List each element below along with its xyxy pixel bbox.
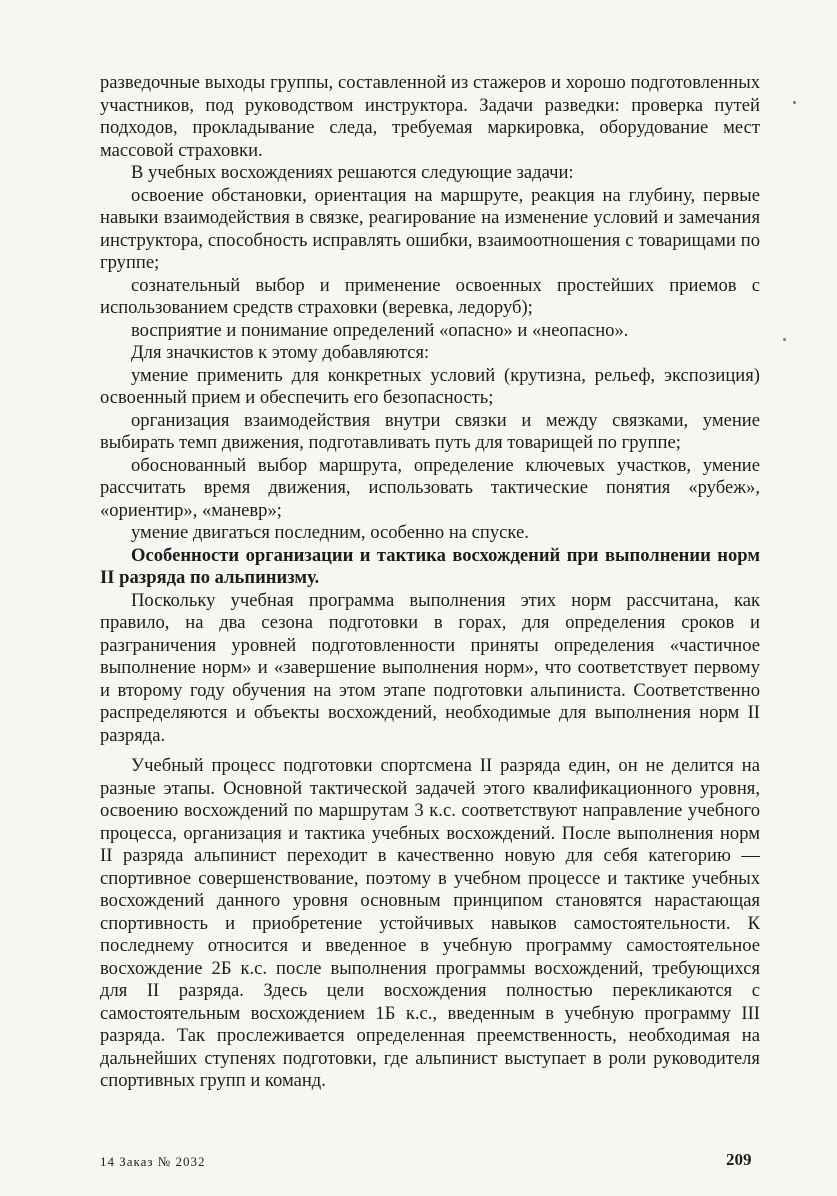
paragraph-7: умение применить для конкретных условий (крутизна, рельеф, экспозиция) освоенный прием и обеспечить его безопасность;	[100, 364, 760, 408]
paragraph-3: освоение обстановки, ориентация на маршруте, реакция на глубину, первые навыки взаимодействия в связке, реагирование на изменение условий и замечания инструктора, способность исправлять ошибки, взаимоотношения с товарищами по группе;	[100, 184, 760, 273]
paragraph-6: Для значкистов к этому добавляются:	[131, 342, 430, 363]
paragraph-1: разведочные выходы группы, составленной из стажеров и хорошо подготовленных участников, под руководством инструктора. Задачи разведки: проверка путей подходов, прокладывание следа, требуемая маркировка, оборудование мест массовой страховки.	[100, 72, 760, 161]
paragraph-12: Поскольку учебная программа выполнения этих норм рассчитана, как правило, на два сезона подготовки в горах, для определения сроков и разграничения уровней подготовленности приняты определения «частичное выполнение норм» и «завершение выполнения норм», что соответствует первому и второму году обучения на этом этапе подготовки альпиниста. Соответственно распределяются и объекты восхождений, необходимые для выполнения норм II разряда.	[100, 589, 760, 746]
scan-speck	[793, 101, 796, 104]
paragraph-4: сознательный выбор и применение освоенных простейших приемов с использованием средств страховки (веревка, ледоруб);	[100, 274, 760, 318]
paragraph-13: Учебный процесс подготовки спортсмена II разряда един, он не делится на разные этапы. Основной тактической задачей этого квалификационного уровня, освоению восхождений по маршрутам 3 к.с. соответствуют направление учебного процесса, организация и тактика учебных восхождений. После выполнения норм II разряда альпинист переходит в качественно новую для себя категорию — спортивное совершенствование, поэтому в учебном процессе и тактике учебных восхождений данного уровня основным принципом становятся нарастающая спортивность и приобретение устойчивых навыков самостоятельности. К последнему относится и введенное в учебную программу самостоятельное восхождение 2Б к.с. после выполнения программы восхождений, требующихся для II разряда. Здесь цели восхождения полностью перекликаются с самостоятельным восхождением 1Б к.с., введенным в учебную программу III разряда. Так прослеживается определенная преемственность, необходимая на дальнейших ступенях подготовки, где альпинист выступает в роли руководителя спортивных групп и команд.	[100, 755, 760, 1091]
scan-speck	[783, 338, 786, 341]
paragraph-8: организация взаимодействия внутри связки и между связками, умение выбирать темп движения, подготавливать путь для товарищей по группе;	[100, 409, 760, 453]
section-heading: Особенности организации и тактика восхождений при выполнении норм II разряда по альпинизму.	[100, 544, 760, 588]
paragraph-2: В учебных восхождениях решаются следующие задачи:	[131, 162, 574, 183]
page-text	[100, 72, 760, 1093]
paragraph-9: обоснованный выбор маршрута, определение ключевых участков, умение рассчитать время движения, использовать тактические понятия «рубеж», «ориентир», «маневр»;	[100, 454, 760, 521]
paragraph-5: восприятие и понимание определений «опасно» и «неопасно».	[131, 319, 629, 341]
printer-signature: 14 Заказ № 2032	[100, 1154, 206, 1169]
page-number: 209	[726, 1150, 752, 1169]
paragraph-10: умение двигаться последним, особенно на спуске.	[131, 522, 529, 543]
